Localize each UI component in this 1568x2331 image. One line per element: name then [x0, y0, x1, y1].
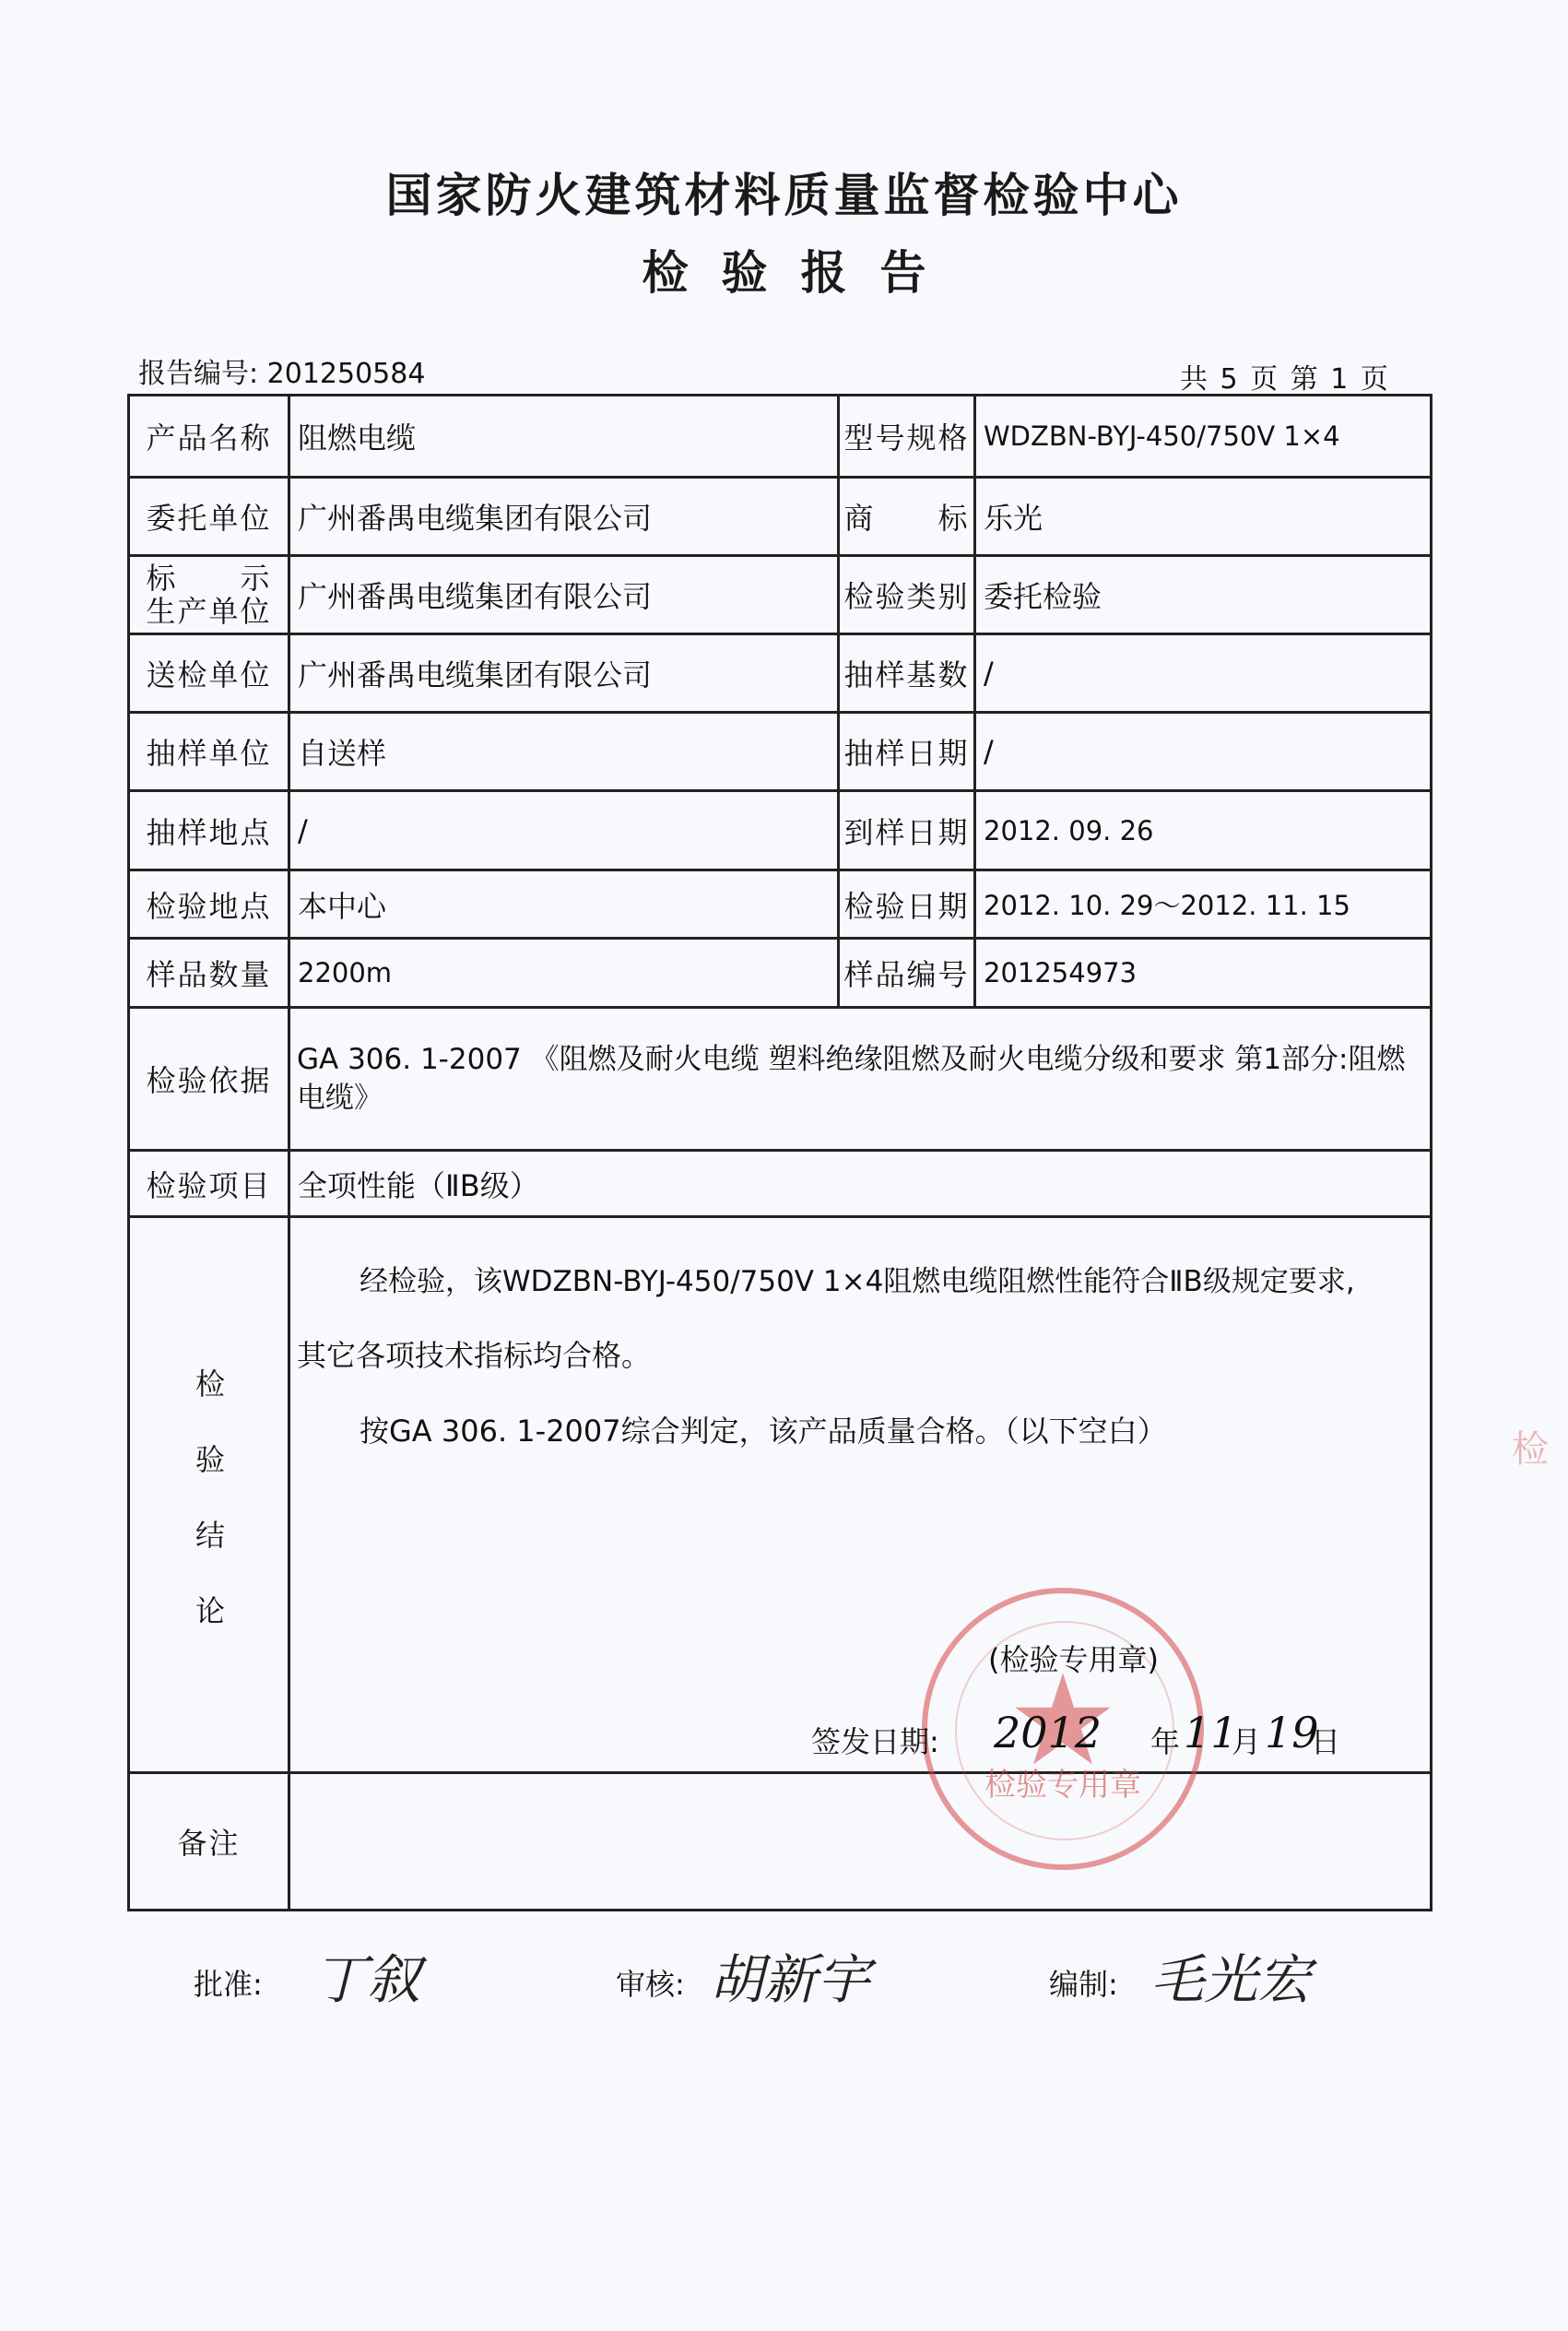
sample-no-value: 201254973: [984, 957, 1138, 988]
inspection-place-label: 检验地点: [146, 888, 272, 924]
trademark-value: 乐光: [984, 501, 1043, 536]
inspection-date-label: 检验日期: [843, 888, 970, 924]
sampling-unit-label: 抽样单位: [146, 736, 272, 771]
conclusion-line-2: 其它各项技术指标均合格。: [297, 1338, 652, 1373]
inspection-type-label: 检验类别: [843, 579, 970, 614]
inspection-date-value: 2012. 10. 29～2012. 11. 15: [984, 890, 1350, 921]
conclusion-line-3: 按GA 306. 1-2007综合判定，该产品质量合格。（以下空白）: [360, 1414, 1167, 1449]
issue-year: 2012: [994, 1708, 1102, 1757]
edge-seal-fragment: 检: [1512, 1428, 1549, 1471]
sampling-date-label: 抽样日期: [843, 736, 970, 771]
review-label: 审核:: [616, 1967, 685, 2002]
basis-label: 检验依据: [146, 1063, 272, 1098]
compile-signature: 毛光宏: [1150, 1948, 1312, 2011]
model-spec-label: 型号规格: [843, 420, 970, 456]
issue-day: 19: [1265, 1708, 1319, 1757]
approve-label: 批准:: [194, 1967, 263, 2002]
arrival-date-value: 2012. 09. 26: [984, 814, 1154, 846]
sampling-date-value: /: [984, 734, 994, 769]
sampling-place-value: /: [298, 812, 308, 848]
inspection-type-value: 委托检验: [984, 579, 1102, 614]
stamp-label: (检验专用章): [988, 1642, 1159, 1677]
report-number-label: 报告编号:: [138, 358, 259, 390]
sampling-base-value: /: [984, 656, 994, 691]
sample-qty-value: 2200m: [298, 957, 393, 988]
report-number: [138, 350, 425, 391]
page-info: 共 5 页 第 1 页: [1180, 363, 1390, 396]
sampling-place-label: 抽样地点: [146, 814, 272, 850]
manufacturer-label-line2: 生产单位: [146, 594, 272, 629]
conclusion-line-1: 经检验，该WDZBN-BYJ-450/750V 1×4阻燃电缆阻燃性能符合ⅡB级规定要求,: [360, 1265, 1355, 1298]
report-number-value: 201250584: [266, 358, 426, 390]
model-spec-value: WDZBN-BYJ-450/750V 1×4: [984, 420, 1340, 452]
client-label: 委托单位: [146, 501, 272, 536]
manufacturer-label: [130, 557, 288, 633]
issue-year-char: 年: [1150, 1724, 1181, 1759]
compile-label: 编制:: [1049, 1967, 1118, 2002]
manufacturer-label-line1: 标 示: [146, 561, 272, 596]
row-divider: [127, 1006, 1432, 1009]
submitter-value: 广州番禺电缆集团有限公司: [298, 657, 653, 692]
items-value: 全项性能（ⅡB级）: [298, 1167, 539, 1203]
sampling-base-label: 抽样基数: [843, 657, 970, 692]
basis-value: GA 306. 1-2007 《阻燃及耐火电缆 塑料绝缘阻燃及耐火电缆分级和要求 第1部分:阻燃电缆》: [297, 1043, 1406, 1115]
conclusion-label-char: 验: [195, 1442, 226, 1477]
issue-date-label: 签发日期:: [811, 1724, 939, 1759]
approve-signature: 丁叙: [313, 1948, 421, 2011]
remarks-label: 备注: [177, 1826, 241, 1861]
sample-no-label: 样品编号: [843, 957, 970, 992]
review-signature: 胡新宇: [710, 1948, 871, 2011]
organization-title: 国家防火建筑材料质量监督检验中心: [385, 169, 1183, 222]
row-divider: [127, 1771, 1432, 1774]
inspection-place-value: 本中心: [298, 888, 387, 924]
conclusion-label-char: 检: [195, 1367, 226, 1402]
manufacturer-value: 广州番禺电缆集团有限公司: [298, 579, 653, 614]
issue-month-char: 月: [1232, 1724, 1262, 1759]
items-label: 检验项目: [146, 1167, 272, 1203]
product-name-value: 阻燃电缆: [298, 420, 417, 456]
client-value: 广州番禺电缆集团有限公司: [298, 501, 653, 536]
document-title: 检验报告: [642, 246, 960, 300]
issue-month: 11: [1184, 1708, 1238, 1757]
sample-qty-label: 样品数量: [146, 957, 272, 992]
row-divider: [127, 1215, 1432, 1218]
issue-day-char: 日: [1311, 1724, 1341, 1759]
seal-text: 检验专用章: [984, 1767, 1141, 1804]
trademark-label: 商 标: [843, 501, 970, 536]
conclusion-label-char: 论: [195, 1593, 226, 1628]
conclusion-label-char: 结: [195, 1518, 226, 1553]
product-name-label: 产品名称: [146, 420, 272, 456]
sampling-unit-value: 自送样: [298, 736, 387, 771]
arrival-date-label: 到样日期: [843, 814, 970, 850]
submitter-label: 送检单位: [146, 657, 272, 692]
